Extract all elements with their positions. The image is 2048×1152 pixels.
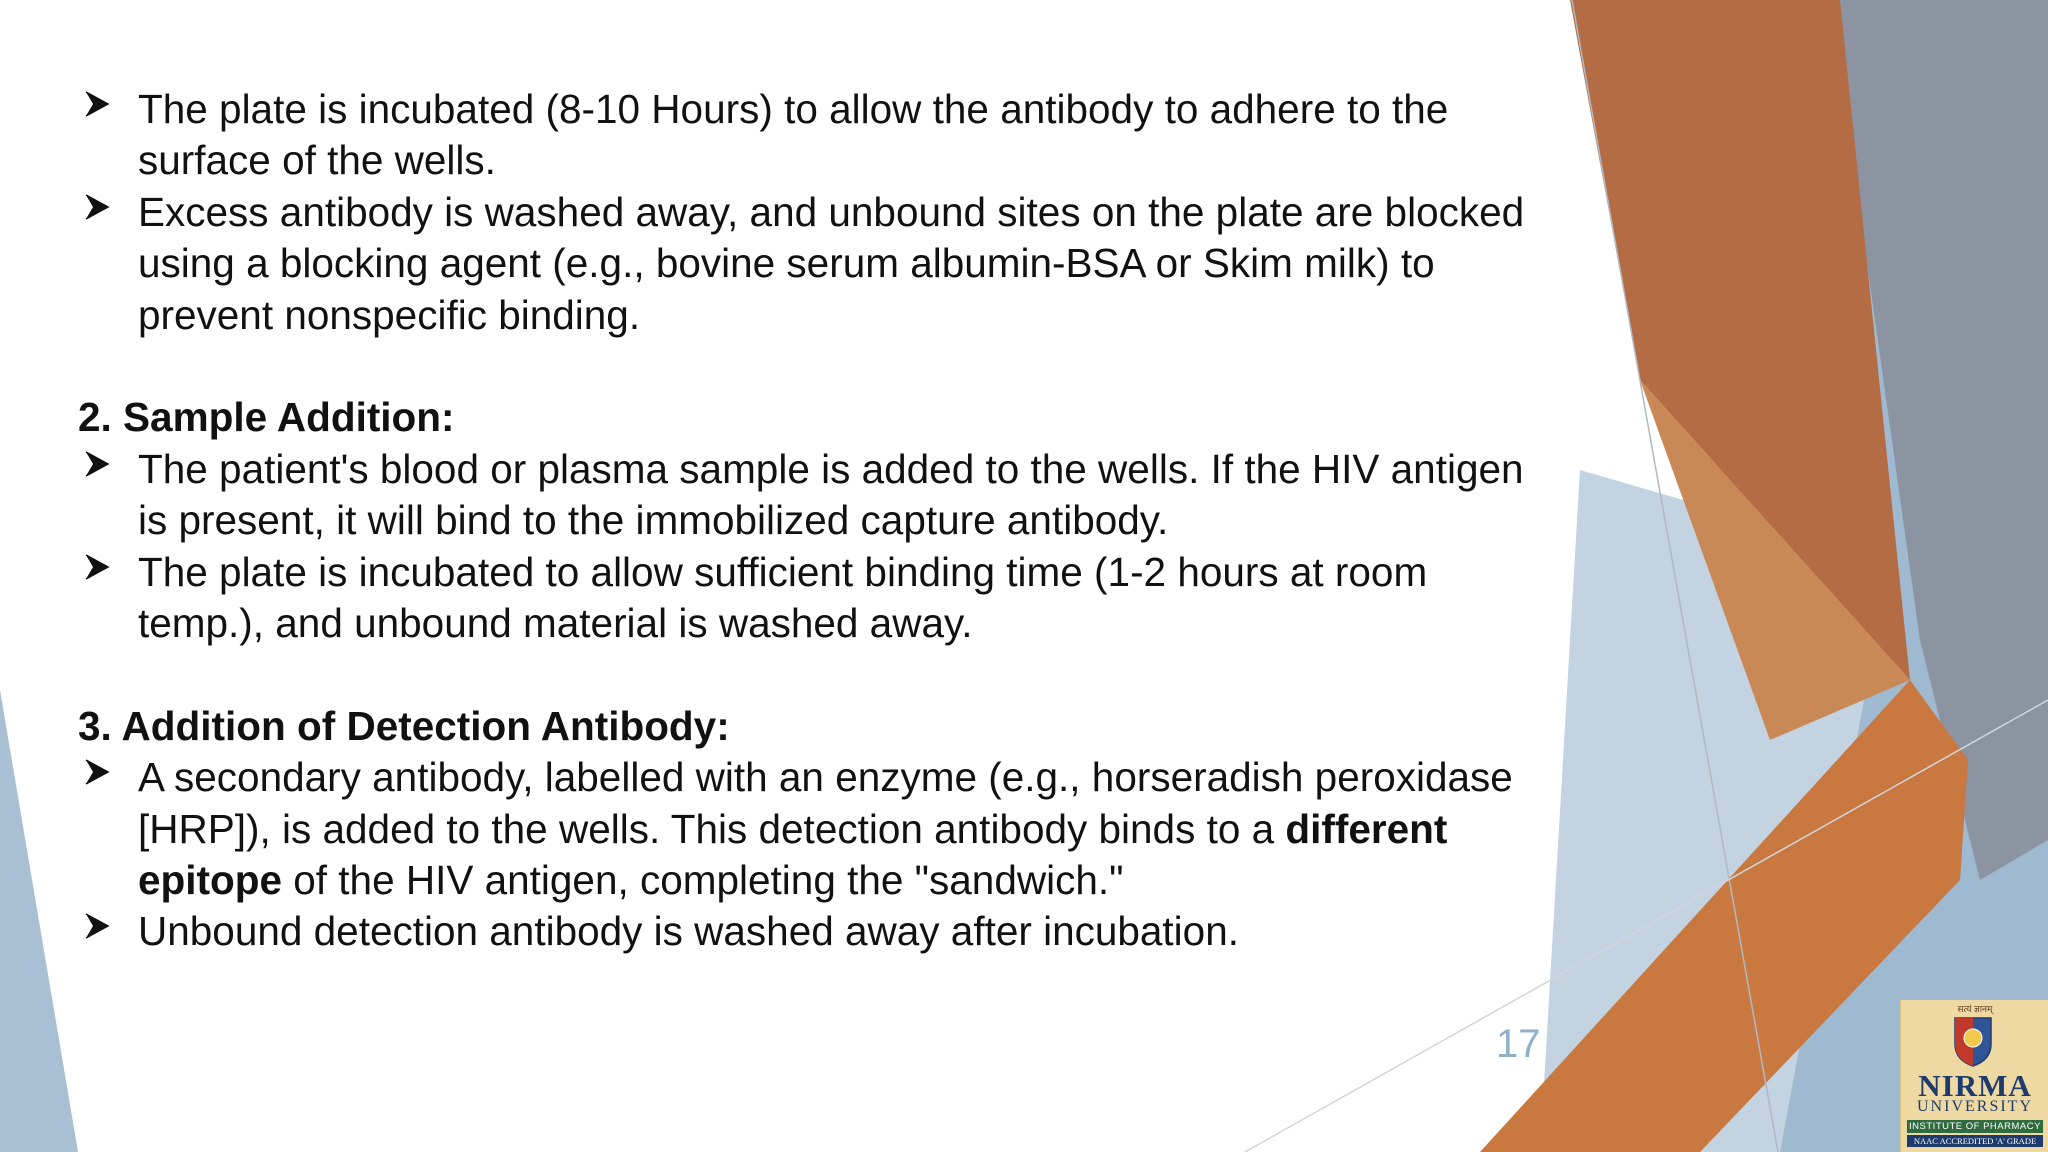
text-run: A secondary antibody, labelled with an enzyme (e.g., horseradish peroxidase [HRP]), is added to the wells. This detection antibody binds to a bbox=[138, 754, 1513, 852]
bullet-text bbox=[138, 754, 1513, 903]
nirma-logo bbox=[1900, 1000, 2048, 1152]
bullet-text: The patient's blood or plasma sample is added to the wells. If the HIV antigen is present, it will bind to the immobilized capture antibody. bbox=[138, 445, 1524, 544]
bullet-item bbox=[78, 547, 1558, 650]
bold-phrase: different epitope bbox=[138, 805, 1448, 904]
bullet-text: Excess antibody is washed away, and unbound sites on the plate are blocked using a blocking agent (e.g., bovine serum albumin-BSA or Skim milk) to prevent nonspecific binding. bbox=[138, 188, 1525, 338]
bullet-text: The plate is incubated (8-10 Hours) to allow the antibody to adhere to the surface of the wells. bbox=[138, 86, 1449, 184]
bullet-item bbox=[78, 444, 1558, 547]
text-run: of the HIV antigen, completing the "sandwich." bbox=[282, 857, 1124, 904]
arrowhead-bullet-icon bbox=[82, 752, 112, 803]
blank-line bbox=[78, 649, 1558, 700]
bullet-item bbox=[78, 752, 1558, 906]
arrowhead-bullet-icon bbox=[82, 906, 112, 957]
logo-university: UNIVERSITY bbox=[1917, 1098, 2033, 1115]
logo-motto: सत्यं ज्ञानम् bbox=[1957, 1004, 1993, 1014]
bullet-text: The plate is incubated to allow sufficient binding time (1-2 hours at room temp.), and unbound material is washed away. bbox=[138, 548, 1428, 647]
arrowhead-bullet-icon bbox=[82, 444, 112, 495]
arrowhead-bullet-icon bbox=[82, 84, 112, 135]
arrowhead-bullet-icon bbox=[82, 187, 112, 238]
university-seal-icon bbox=[1951, 1014, 1995, 1068]
bullet-item bbox=[78, 84, 1558, 187]
bullet-item bbox=[78, 187, 1558, 341]
logo-accreditation: NAAC ACCREDITED 'A' GRADE bbox=[1907, 1135, 2043, 1147]
bullet-text: Unbound detection antibody is washed away after incubation. bbox=[138, 908, 1239, 955]
slide-content bbox=[78, 84, 1558, 958]
logo-institute: INSTITUTE OF PHARMACY bbox=[1907, 1120, 2043, 1133]
left-blue-shape bbox=[0, 690, 78, 1152]
section-heading: 3. Addition of Detection Antibody: bbox=[78, 702, 730, 749]
logo-name: NIRMA bbox=[1918, 1068, 2032, 1103]
section-heading: 2. Sample Addition: bbox=[78, 394, 455, 441]
page-number: 17 bbox=[1496, 1022, 1541, 1066]
blank-line bbox=[78, 341, 1558, 392]
bullet-item bbox=[78, 906, 1558, 957]
arrowhead-bullet-icon bbox=[82, 547, 112, 598]
